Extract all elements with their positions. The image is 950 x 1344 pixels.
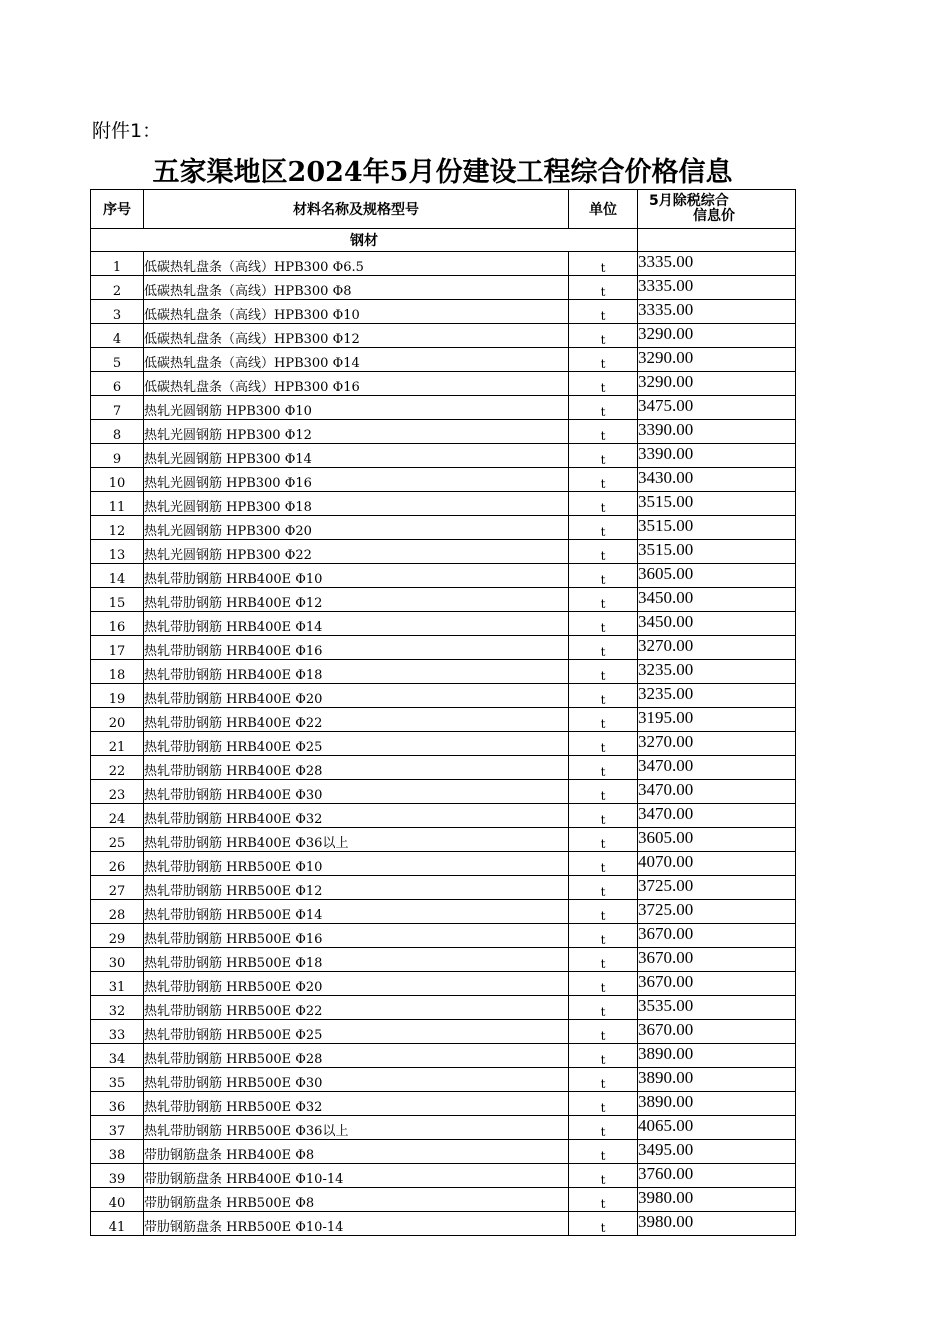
table-row bbox=[91, 300, 796, 324]
table-row bbox=[91, 948, 796, 972]
row-name: 热轧光圆钢筋 HPB300 Φ12 bbox=[144, 420, 569, 444]
row-name: 热轧光圆钢筋 HPB300 Φ10 bbox=[144, 396, 569, 420]
row-seq: 34 bbox=[91, 1044, 144, 1068]
table-row bbox=[91, 660, 796, 684]
row-name: 低碳热轧盘条（高线）HPB300 Φ12 bbox=[144, 324, 569, 348]
row-price: 3495.00 bbox=[638, 1140, 796, 1164]
row-unit: t bbox=[569, 372, 638, 396]
row-price: 3290.00 bbox=[638, 324, 796, 348]
row-unit: t bbox=[569, 1140, 638, 1164]
table-row bbox=[91, 420, 796, 444]
row-unit: t bbox=[569, 516, 638, 540]
row-seq: 1 bbox=[91, 252, 144, 276]
row-price: 3195.00 bbox=[638, 708, 796, 732]
row-unit: t bbox=[569, 732, 638, 756]
row-unit: t bbox=[569, 540, 638, 564]
section-row bbox=[91, 229, 796, 252]
row-price: 3670.00 bbox=[638, 948, 796, 972]
row-price: 3980.00 bbox=[638, 1212, 796, 1236]
row-seq: 16 bbox=[91, 612, 144, 636]
table-body bbox=[91, 229, 796, 1236]
row-name: 带肋钢筋盘条 HRB400E Φ8 bbox=[144, 1140, 569, 1164]
row-name: 热轧带肋钢筋 HRB500E Φ18 bbox=[144, 948, 569, 972]
row-name: 热轧光圆钢筋 HPB300 Φ18 bbox=[144, 492, 569, 516]
row-name: 热轧带肋钢筋 HRB500E Φ20 bbox=[144, 972, 569, 996]
row-price: 3670.00 bbox=[638, 972, 796, 996]
row-name: 热轧带肋钢筋 HRB400E Φ18 bbox=[144, 660, 569, 684]
row-name: 带肋钢筋盘条 HRB500E Φ8 bbox=[144, 1188, 569, 1212]
row-seq: 22 bbox=[91, 756, 144, 780]
row-name: 低碳热轧盘条（高线）HPB300 Φ10 bbox=[144, 300, 569, 324]
row-price: 3290.00 bbox=[638, 372, 796, 396]
row-unit: t bbox=[569, 444, 638, 468]
table-row bbox=[91, 1116, 796, 1140]
row-seq: 35 bbox=[91, 1068, 144, 1092]
row-seq: 28 bbox=[91, 900, 144, 924]
row-unit: t bbox=[569, 780, 638, 804]
row-name: 低碳热轧盘条（高线）HPB300 Φ14 bbox=[144, 348, 569, 372]
row-name: 热轧带肋钢筋 HRB400E Φ16 bbox=[144, 636, 569, 660]
row-unit: t bbox=[569, 828, 638, 852]
row-name: 低碳热轧盘条（高线）HPB300 Φ16 bbox=[144, 372, 569, 396]
row-unit: t bbox=[569, 1164, 638, 1188]
row-price: 3450.00 bbox=[638, 612, 796, 636]
row-name: 带肋钢筋盘条 HRB400E Φ10-14 bbox=[144, 1164, 569, 1188]
row-unit: t bbox=[569, 636, 638, 660]
row-name: 热轧带肋钢筋 HRB500E Φ16 bbox=[144, 924, 569, 948]
row-seq: 20 bbox=[91, 708, 144, 732]
row-price: 3235.00 bbox=[638, 660, 796, 684]
row-price: 3605.00 bbox=[638, 564, 796, 588]
row-price: 4065.00 bbox=[638, 1116, 796, 1140]
table-row bbox=[91, 972, 796, 996]
row-price: 3725.00 bbox=[638, 876, 796, 900]
table-row bbox=[91, 996, 796, 1020]
row-price: 3515.00 bbox=[638, 492, 796, 516]
header-price-line1: 5月除税综合 bbox=[649, 193, 729, 209]
table-row bbox=[91, 708, 796, 732]
row-name: 热轧带肋钢筋 HRB400E Φ30 bbox=[144, 780, 569, 804]
row-seq: 12 bbox=[91, 516, 144, 540]
row-unit: t bbox=[569, 324, 638, 348]
table-row bbox=[91, 876, 796, 900]
row-unit: t bbox=[569, 564, 638, 588]
header-price-line2: 信息价 bbox=[693, 208, 735, 224]
row-seq: 17 bbox=[91, 636, 144, 660]
table-row bbox=[91, 468, 796, 492]
row-price: 3515.00 bbox=[638, 540, 796, 564]
row-seq: 30 bbox=[91, 948, 144, 972]
row-price: 3890.00 bbox=[638, 1068, 796, 1092]
row-seq: 6 bbox=[91, 372, 144, 396]
row-seq: 27 bbox=[91, 876, 144, 900]
page-title: 五家渠地区2024年5月份建设工程综合价格信息 bbox=[152, 157, 733, 188]
row-price: 3335.00 bbox=[638, 300, 796, 324]
table-row bbox=[91, 1092, 796, 1116]
row-price: 3390.00 bbox=[638, 444, 796, 468]
row-seq: 38 bbox=[91, 1140, 144, 1164]
row-price: 3980.00 bbox=[638, 1188, 796, 1212]
row-name: 低碳热轧盘条（高线）HPB300 Φ8 bbox=[144, 276, 569, 300]
row-seq: 37 bbox=[91, 1116, 144, 1140]
header-name: 材料名称及规格型号 bbox=[144, 190, 569, 229]
row-price: 3515.00 bbox=[638, 516, 796, 540]
table-row bbox=[91, 1212, 796, 1236]
row-name: 热轧带肋钢筋 HRB400E Φ32 bbox=[144, 804, 569, 828]
row-seq: 21 bbox=[91, 732, 144, 756]
row-name: 热轧带肋钢筋 HRB500E Φ36以上 bbox=[144, 1116, 569, 1140]
row-name: 热轧带肋钢筋 HRB400E Φ20 bbox=[144, 684, 569, 708]
table-row bbox=[91, 516, 796, 540]
table-row bbox=[91, 636, 796, 660]
row-name: 热轧光圆钢筋 HPB300 Φ14 bbox=[144, 444, 569, 468]
row-unit: t bbox=[569, 468, 638, 492]
row-price: 3470.00 bbox=[638, 756, 796, 780]
row-seq: 39 bbox=[91, 1164, 144, 1188]
row-seq: 26 bbox=[91, 852, 144, 876]
row-name: 热轧带肋钢筋 HRB500E Φ12 bbox=[144, 876, 569, 900]
table-row bbox=[91, 1140, 796, 1164]
row-unit: t bbox=[569, 396, 638, 420]
row-price: 3725.00 bbox=[638, 900, 796, 924]
table-row bbox=[91, 684, 796, 708]
row-unit: t bbox=[569, 1188, 638, 1212]
row-unit: t bbox=[569, 660, 638, 684]
row-unit: t bbox=[569, 708, 638, 732]
table-row bbox=[91, 492, 796, 516]
section-title: 钢材 bbox=[91, 229, 638, 252]
table-row bbox=[91, 756, 796, 780]
row-seq: 19 bbox=[91, 684, 144, 708]
row-price: 3450.00 bbox=[638, 588, 796, 612]
row-unit: t bbox=[569, 492, 638, 516]
row-unit: t bbox=[569, 252, 638, 276]
table-row bbox=[91, 324, 796, 348]
row-seq: 25 bbox=[91, 828, 144, 852]
header-unit: 单位 bbox=[569, 190, 638, 229]
row-seq: 33 bbox=[91, 1020, 144, 1044]
row-seq: 18 bbox=[91, 660, 144, 684]
row-price: 3670.00 bbox=[638, 924, 796, 948]
row-seq: 23 bbox=[91, 780, 144, 804]
table-row bbox=[91, 780, 796, 804]
row-seq: 3 bbox=[91, 300, 144, 324]
row-price: 3670.00 bbox=[638, 1020, 796, 1044]
row-seq: 29 bbox=[91, 924, 144, 948]
row-price: 3335.00 bbox=[638, 252, 796, 276]
row-unit: t bbox=[569, 948, 638, 972]
row-unit: t bbox=[569, 972, 638, 996]
row-price: 3270.00 bbox=[638, 636, 796, 660]
table-row bbox=[91, 372, 796, 396]
row-seq: 10 bbox=[91, 468, 144, 492]
row-unit: t bbox=[569, 852, 638, 876]
row-price: 3235.00 bbox=[638, 684, 796, 708]
row-name: 热轧带肋钢筋 HRB400E Φ25 bbox=[144, 732, 569, 756]
row-seq: 40 bbox=[91, 1188, 144, 1212]
row-name: 热轧带肋钢筋 HRB400E Φ22 bbox=[144, 708, 569, 732]
table-row bbox=[91, 564, 796, 588]
row-seq: 11 bbox=[91, 492, 144, 516]
row-unit: t bbox=[569, 876, 638, 900]
row-unit: t bbox=[569, 900, 638, 924]
row-seq: 36 bbox=[91, 1092, 144, 1116]
table-row bbox=[91, 348, 796, 372]
row-price: 3290.00 bbox=[638, 348, 796, 372]
row-price: 4070.00 bbox=[638, 852, 796, 876]
row-seq: 4 bbox=[91, 324, 144, 348]
row-price: 3535.00 bbox=[638, 996, 796, 1020]
row-name: 热轧带肋钢筋 HRB500E Φ28 bbox=[144, 1044, 569, 1068]
row-unit: t bbox=[569, 348, 638, 372]
table-row bbox=[91, 852, 796, 876]
row-name: 热轧带肋钢筋 HRB400E Φ12 bbox=[144, 588, 569, 612]
row-name: 热轧带肋钢筋 HRB500E Φ22 bbox=[144, 996, 569, 1020]
row-name: 热轧带肋钢筋 HRB400E Φ10 bbox=[144, 564, 569, 588]
row-seq: 24 bbox=[91, 804, 144, 828]
section-price-blank bbox=[638, 229, 796, 252]
row-seq: 14 bbox=[91, 564, 144, 588]
row-name: 热轧带肋钢筋 HRB500E Φ32 bbox=[144, 1092, 569, 1116]
table-header bbox=[91, 190, 796, 229]
table-row bbox=[91, 396, 796, 420]
table-row bbox=[91, 924, 796, 948]
table-row bbox=[91, 276, 796, 300]
row-unit: t bbox=[569, 1044, 638, 1068]
table-row bbox=[91, 732, 796, 756]
row-unit: t bbox=[569, 420, 638, 444]
table-row bbox=[91, 1020, 796, 1044]
row-name: 热轧带肋钢筋 HRB400E Φ36以上 bbox=[144, 828, 569, 852]
table-row bbox=[91, 1164, 796, 1188]
row-unit: t bbox=[569, 996, 638, 1020]
row-name: 热轧带肋钢筋 HRB500E Φ30 bbox=[144, 1068, 569, 1092]
row-unit: t bbox=[569, 1116, 638, 1140]
table-row bbox=[91, 1044, 796, 1068]
header-price bbox=[638, 190, 796, 229]
row-price: 3470.00 bbox=[638, 780, 796, 804]
table-row bbox=[91, 804, 796, 828]
table-row bbox=[91, 612, 796, 636]
row-price: 3760.00 bbox=[638, 1164, 796, 1188]
row-unit: t bbox=[569, 1020, 638, 1044]
row-unit: t bbox=[569, 588, 638, 612]
row-name: 热轧带肋钢筋 HRB500E Φ14 bbox=[144, 900, 569, 924]
table-row bbox=[91, 444, 796, 468]
row-seq: 5 bbox=[91, 348, 144, 372]
row-unit: t bbox=[569, 756, 638, 780]
row-unit: t bbox=[569, 1092, 638, 1116]
row-unit: t bbox=[569, 1068, 638, 1092]
row-name: 热轧光圆钢筋 HPB300 Φ20 bbox=[144, 516, 569, 540]
row-name: 带肋钢筋盘条 HRB500E Φ10-14 bbox=[144, 1212, 569, 1236]
row-unit: t bbox=[569, 1212, 638, 1236]
row-price: 3605.00 bbox=[638, 828, 796, 852]
row-seq: 2 bbox=[91, 276, 144, 300]
row-unit: t bbox=[569, 300, 638, 324]
row-price: 3335.00 bbox=[638, 276, 796, 300]
table-row bbox=[91, 252, 796, 276]
row-price: 3475.00 bbox=[638, 396, 796, 420]
table-row bbox=[91, 540, 796, 564]
row-name: 低碳热轧盘条（高线）HPB300 Φ6.5 bbox=[144, 252, 569, 276]
row-unit: t bbox=[569, 612, 638, 636]
table-row bbox=[91, 828, 796, 852]
row-seq: 8 bbox=[91, 420, 144, 444]
row-price: 3890.00 bbox=[638, 1044, 796, 1068]
row-price: 3390.00 bbox=[638, 420, 796, 444]
row-seq: 9 bbox=[91, 444, 144, 468]
table-row bbox=[91, 588, 796, 612]
row-name: 热轧带肋钢筋 HRB500E Φ10 bbox=[144, 852, 569, 876]
attachment-label: 附件1： bbox=[92, 120, 162, 142]
row-unit: t bbox=[569, 804, 638, 828]
row-seq: 13 bbox=[91, 540, 144, 564]
row-price: 3890.00 bbox=[638, 1092, 796, 1116]
row-name: 热轧带肋钢筋 HRB400E Φ14 bbox=[144, 612, 569, 636]
row-seq: 41 bbox=[91, 1212, 144, 1236]
row-unit: t bbox=[569, 276, 638, 300]
row-name: 热轧光圆钢筋 HPB300 Φ16 bbox=[144, 468, 569, 492]
row-unit: t bbox=[569, 924, 638, 948]
row-name: 热轧带肋钢筋 HRB500E Φ25 bbox=[144, 1020, 569, 1044]
row-price: 3270.00 bbox=[638, 732, 796, 756]
row-seq: 31 bbox=[91, 972, 144, 996]
table-row bbox=[91, 1188, 796, 1212]
row-seq: 7 bbox=[91, 396, 144, 420]
row-name: 热轧带肋钢筋 HRB400E Φ28 bbox=[144, 756, 569, 780]
row-name: 热轧光圆钢筋 HPB300 Φ22 bbox=[144, 540, 569, 564]
row-price: 3430.00 bbox=[638, 468, 796, 492]
price-table bbox=[90, 189, 796, 1236]
header-seq: 序号 bbox=[91, 190, 144, 229]
row-seq: 32 bbox=[91, 996, 144, 1020]
table-row bbox=[91, 900, 796, 924]
row-price: 3470.00 bbox=[638, 804, 796, 828]
table-row bbox=[91, 1068, 796, 1092]
row-unit: t bbox=[569, 684, 638, 708]
row-seq: 15 bbox=[91, 588, 144, 612]
